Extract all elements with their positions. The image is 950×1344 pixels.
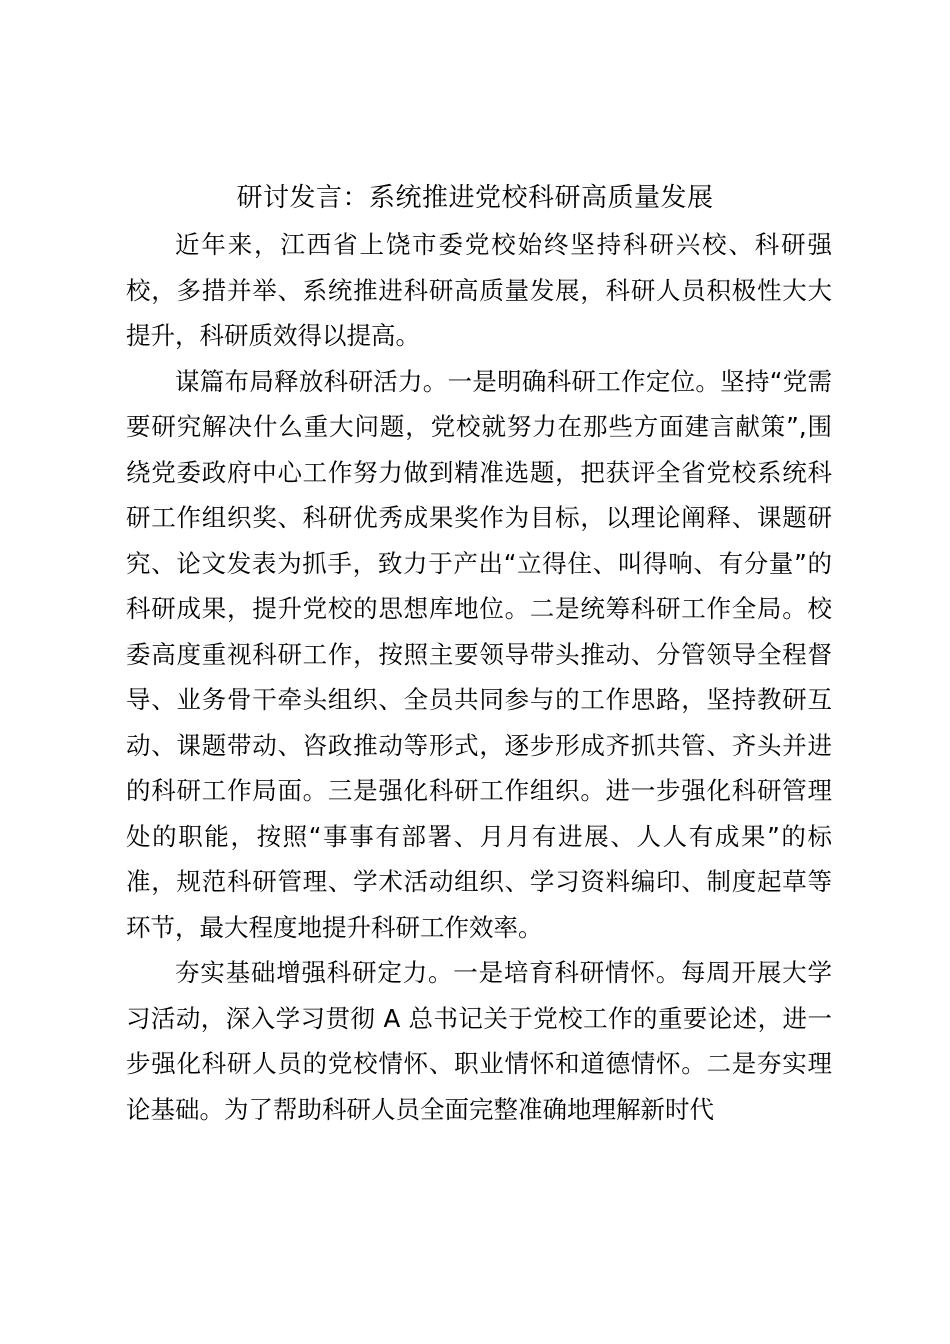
document-title: 研讨发言：系统推进党校科研高质量发展 xyxy=(236,183,714,213)
paragraph-planning: 谋篇布局释放科研活力。一是明确科研工作定位。坚持“党需要研究解决什么重大问题，党校就努力在那些方面建言献策”,围绕党委政府中心工作努力做到精准选题，把获评全省党校系统科研工作组织奖、科研优秀成果奖作为目标，以理论阐释、课题研究、论文发表为抓手，致力于产出“立得住、叫得响、有分量”的科研成果，提升党校的思想库地位。二是统筹科研工作全局。校委高度重视科研工作，按照主要领导带头推动、分管领导全程督导、业务骨干牵头组织、全员共同参与的工作思路，坚持教研互动、课题带动、咨政推动等形式，逐步形成齐抓共管、齐头并进的科研工作局面。三是强化科研工作组织。进一步强化科研管理处的职能，按照“事事有部署、月月有进展、人人有成果”的标准，规范科研管理、学术活动组织、学习资料编印、制度起草等环节，最大程度地提升科研工作效率。 xyxy=(126,366,832,942)
paragraph-intro: 近年来，江西省上饶市委党校始终坚持科研兴校、科研强校，多措并举、系统推进科研高质量发展，科研人员积极性大大提升，科研质效得以提高。 xyxy=(126,230,832,350)
document-body xyxy=(126,222,832,1132)
paragraph-foundation: 夯实基础增强科研定力。一是培育科研情怀。每周开展大学习活动，深入学习贯彻 A 总书记关于党校工作的重要论述，进一步强化科研人员的党校情怀、职业情怀和道德情怀。二是夯实理论基础。为了帮助科研人员全面完整准确地理解新时代 xyxy=(126,958,832,1124)
